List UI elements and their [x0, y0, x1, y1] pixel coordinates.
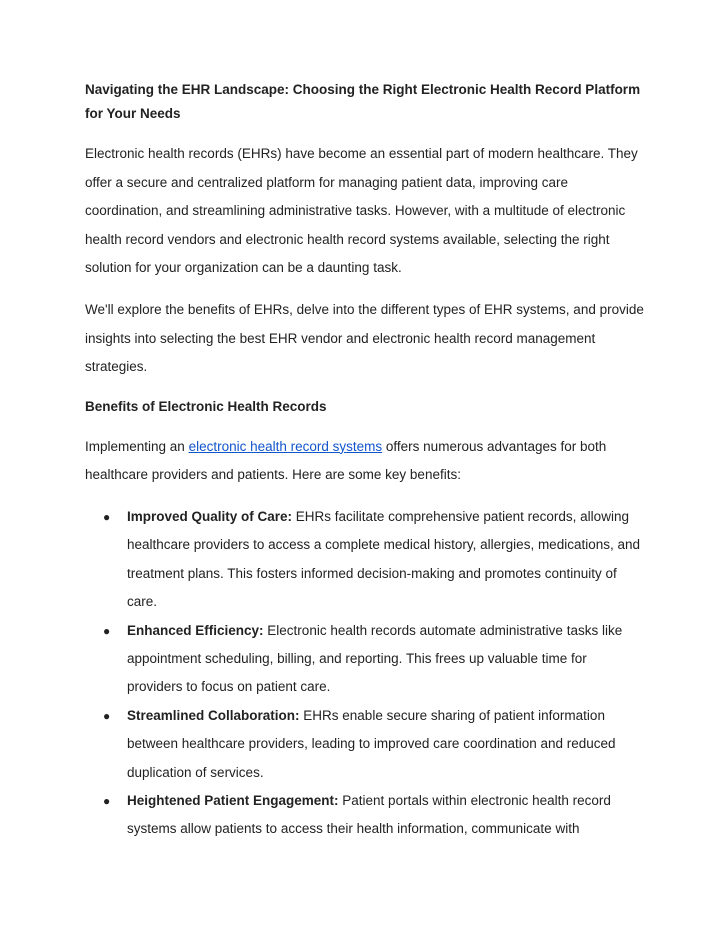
benefit-text: EHRs facilitate comprehensive patient records, allowing healthcare providers to access a complete medical history, allergies, medications, and treatment plans. This fosters informed decision-making and promotes continuity of care.	[127, 508, 640, 610]
benefit-label: Heightened Patient Engagement:	[127, 793, 339, 808]
benefit-label: Enhanced Efficiency:	[127, 622, 264, 638]
benefit-label: Streamlined Collaboration:	[127, 707, 300, 723]
benefits-intro-after-link: offers numerous advantages for both healthcare providers and patients. Here are some key benefits:	[85, 438, 607, 483]
bullet-icon: ●	[103, 509, 111, 524]
list-item	[85, 503, 645, 617]
benefit-text: EHRs enable secure sharing of patient information between healthcare providers, leading to improved care coordination and reduced duplication of services.	[127, 707, 616, 780]
benefit-text: Electronic health records automate administrative tasks like appointment scheduling, billing, and reporting. This frees up valuable time for providers to focus on patient care.	[127, 622, 623, 695]
explore-paragraph: We'll explore the benefits of EHRs, delve into the different types of EHR systems, and provide insights into selecting the best EHR vendor and electronic health record management strategies.	[85, 301, 644, 375]
document-title: Navigating the EHR Landscape: Choosing the Right Electronic Health Record Platform for Your Needs	[85, 82, 641, 121]
list-item	[85, 702, 645, 787]
benefit-text: Patient portals within electronic health record systems allow patients to access their health information, communicate with	[127, 793, 611, 837]
benefits-intro-before-link: Implementing an	[85, 438, 189, 454]
benefit-label: Improved Quality of Care:	[127, 508, 293, 524]
ehr-systems-link[interactable]: electronic health record systems	[188, 438, 383, 454]
bullet-icon: ●	[103, 794, 111, 808]
intro-paragraph: Electronic health records (EHRs) have become an essential part of modern healthcare. They offer a secure and centralized platform for managing patient data, improving care coordination, and streamlining administrative tasks. However, with a multitude of electronic health record vendors and electronic health record systems available, selecting the right solution for your organization can be a daunting task.	[85, 146, 638, 276]
bullet-icon: ●	[103, 623, 111, 638]
bullet-icon: ●	[103, 708, 111, 723]
benefits-intro-paragraph	[85, 433, 645, 490]
document-page	[85, 78, 645, 844]
benefits-heading: Benefits of Electronic Health Records	[85, 398, 327, 414]
list-item	[85, 787, 645, 844]
list-item	[85, 617, 645, 702]
benefits-list	[85, 503, 645, 844]
